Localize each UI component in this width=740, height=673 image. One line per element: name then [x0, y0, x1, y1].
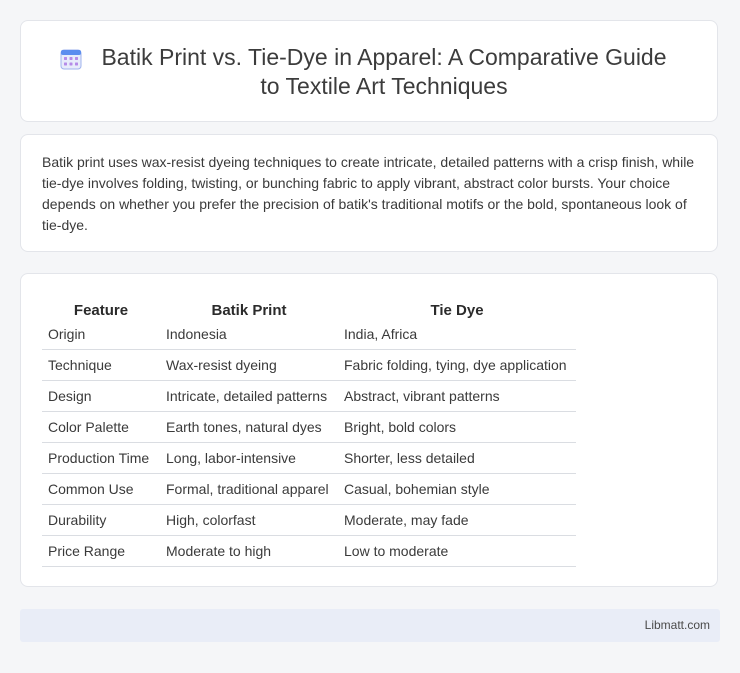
- row-batik: Wax-resist dyeing: [160, 350, 338, 381]
- row-feature: Price Range: [42, 536, 160, 567]
- header-feature: Feature: [73, 302, 129, 319]
- row-batik: Intricate, detailed patterns: [160, 381, 338, 412]
- table-header-row: [42, 294, 576, 319]
- row-feature: Color Palette: [42, 412, 160, 443]
- title-card: [20, 20, 718, 122]
- table-row: [42, 319, 576, 350]
- table-row: [42, 350, 576, 381]
- row-batik: Formal, traditional apparel: [160, 474, 338, 505]
- header-batik: Batik Print: [211, 302, 287, 319]
- table-row: [42, 443, 576, 474]
- row-tie-dye: India, Africa: [338, 319, 576, 350]
- row-batik: Moderate to high: [160, 536, 338, 567]
- table-row: [42, 412, 576, 443]
- row-feature: Common Use: [42, 474, 160, 505]
- header-tie-dye: Tie Dye: [430, 302, 484, 319]
- row-tie-dye: Casual, bohemian style: [338, 474, 576, 505]
- table-row: [42, 505, 576, 536]
- table-row: [42, 536, 576, 567]
- title-wrap: [21, 43, 717, 101]
- row-feature: Technique: [42, 350, 160, 381]
- row-batik: Long, labor-intensive: [160, 443, 338, 474]
- table-row: [42, 474, 576, 505]
- summary-card: [20, 134, 718, 252]
- row-tie-dye: Moderate, may fade: [338, 505, 576, 536]
- table-row: [42, 381, 576, 412]
- row-tie-dye: Fabric folding, tying, dye application: [338, 350, 576, 381]
- row-tie-dye: Abstract, vibrant patterns: [338, 381, 576, 412]
- comparison-table: [42, 294, 576, 567]
- row-feature: Origin: [42, 319, 160, 350]
- row-feature: Design: [42, 381, 160, 412]
- page-title: Batik Print vs. Tie-Dye in Apparel: A Comparative Guide to Textile Art Techniques: [101, 44, 667, 99]
- footer: [20, 609, 720, 642]
- footer-site-link[interactable]: Libmatt.com: [644, 618, 710, 632]
- row-batik: Indonesia: [160, 319, 338, 350]
- calendar-grid-icon: [60, 48, 82, 70]
- row-tie-dye: Low to moderate: [338, 536, 576, 567]
- row-tie-dye: Bright, bold colors: [338, 412, 576, 443]
- summary-text: Batik print uses wax-resist dyeing techniques to create intricate, detailed patterns with a crisp finish, while tie-dye involves folding, twisting, or bunching fabric to apply vibrant, abstract color bursts. Your choice depends on whether you prefer the precision of batik's traditional motifs or the bold, spontaneous look of tie-dye.: [42, 154, 695, 233]
- row-tie-dye: Shorter, less detailed: [338, 443, 576, 474]
- row-batik: Earth tones, natural dyes: [160, 412, 338, 443]
- row-feature: Production Time: [42, 443, 160, 474]
- comparison-card: [20, 273, 718, 587]
- row-feature: Durability: [42, 505, 160, 536]
- row-batik: High, colorfast: [160, 505, 338, 536]
